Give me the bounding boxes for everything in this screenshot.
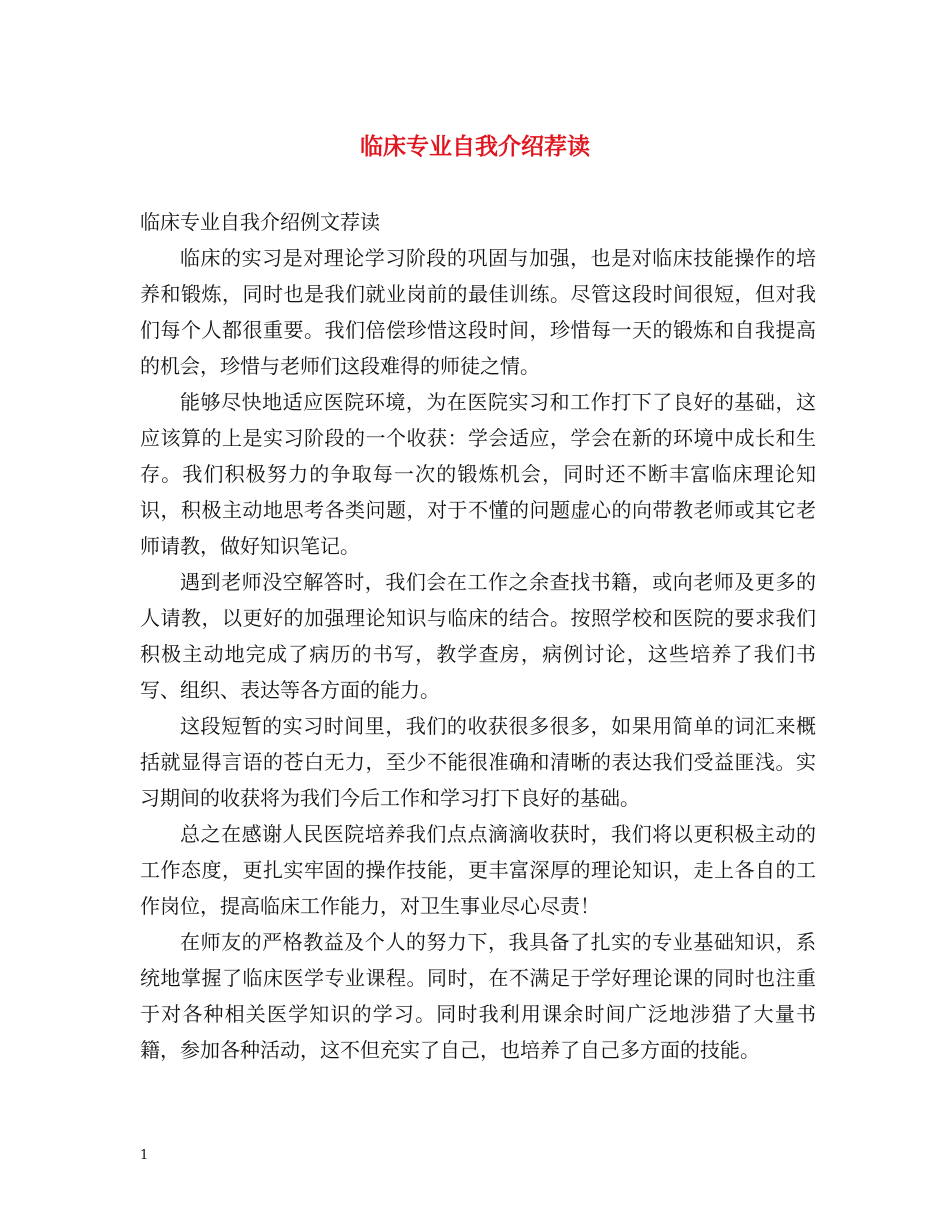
page-number: 1 bbox=[140, 1148, 149, 1163]
paragraph: 遇到老师没空解答时，我们会在工作之余查找书籍，或向老师及更多的人请教，以更好的加强理论知识与临床的结合。按照学校和医院的要求我们积极主动地完成了病历的书写，教学查房，病例讨论，这些培养了我们书写、组织、表达等各方面的能力。 bbox=[140, 570, 816, 702]
document-body bbox=[140, 240, 816, 1068]
paragraph: 能够尽快地适应医院环境，为在医院实习和工作打下了良好的基础，这应该算的上是实习阶段的一个收获：学会适应，学会在新的环境中成长和生存。我们积极努力的争取每一次的锻炼机会，同时还不断丰富临床理论知识，积极主动地思考各类问题，对于不懂的问题虚心的向带教老师或其它老师请教，做好知识笔记。 bbox=[140, 390, 816, 558]
document-subtitle: 临床专业自我介绍例文荐读 bbox=[140, 210, 380, 234]
paragraph: 在师友的严格教益及个人的努力下，我具备了扎实的专业基础知识，系统地掌握了临床医学专业课程。同时，在不满足于学好理论课的同时也注重于对各种相关医学知识的学习。同时我利用课余时间广泛地涉猎了大量书籍，参加各种活动，这不但充实了自己，也培养了自己多方面的技能。 bbox=[140, 930, 816, 1062]
paragraph: 这段短暂的实习时间里，我们的收获很多很多，如果用简单的词汇来概括就显得言语的苍白无力，至少不能很准确和清晰的表达我们受益匪浅。实习期间的收获将为我们今后工作和学习打下良好的基础。 bbox=[140, 714, 816, 810]
paragraph: 总之在感谢人民医院培养我们点点滴滴收获时，我们将以更积极主动的工作态度，更扎实牢固的操作技能，更丰富深厚的理论知识，走上各自的工作岗位，提高临床工作能力，对卫生事业尽心尽责！ bbox=[140, 822, 816, 918]
document-title: 临床专业自我介绍荐读 bbox=[360, 134, 590, 160]
paragraph: 临床的实习是对理论学习阶段的巩固与加强，也是对临床技能操作的培养和锻炼，同时也是我们就业岗前的最佳训练。尽管这段时间很短，但对我们每个人都很重要。我们倍偿珍惜这段时间，珍惜每一天的锻炼和自我提高的机会，珍惜与老师们这段难得的师徒之情。 bbox=[140, 246, 816, 378]
